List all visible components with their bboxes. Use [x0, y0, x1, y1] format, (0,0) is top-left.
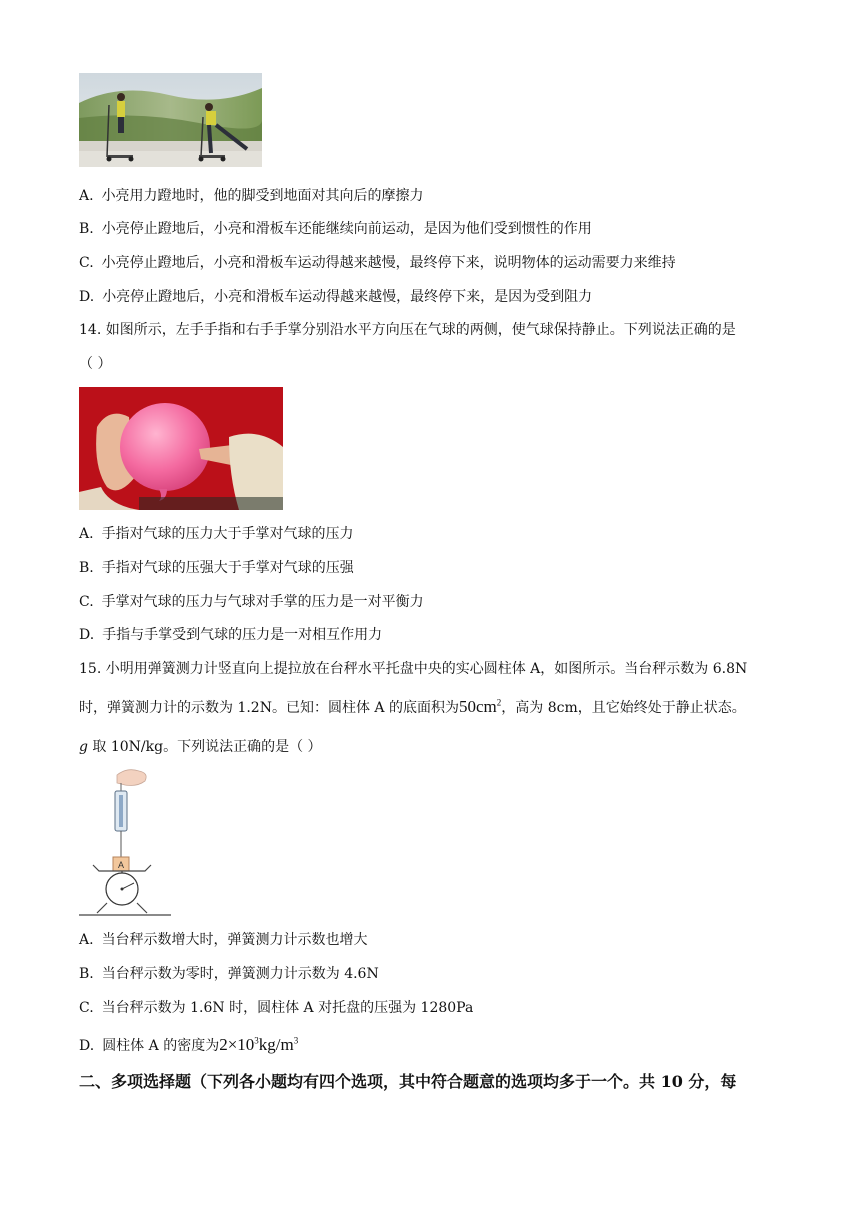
option-letter: A. — [79, 526, 94, 542]
q13-option-a — [79, 187, 424, 205]
q13-option-b — [79, 220, 592, 238]
q15-option-d — [79, 1036, 298, 1055]
option-text: 小亮停止蹬地后，小亮和滑板车运动得越来越慢，最终停下来，说明物体的运动需要力来维持 — [101, 255, 676, 271]
option-text: 当台秤示数为零时，弹簧测力计示数为 4.6N — [101, 966, 379, 982]
block-a-label: A — [117, 860, 125, 870]
option-letter: B. — [79, 221, 94, 237]
area-value: 50cm — [458, 697, 497, 716]
unit-exponent: 3 — [293, 1035, 299, 1046]
spring-scale-diagram — [79, 767, 174, 917]
option-text: 手指与手掌受到气球的压力是一对相互作用力 — [102, 627, 383, 643]
option-text: 手掌对气球的压力与气球对手掌的压力是一对平衡力 — [101, 594, 424, 610]
q13-option-d — [79, 288, 592, 306]
option-letter: D. — [79, 289, 95, 305]
q15-option-a — [79, 931, 368, 949]
density-unit: kg/m — [258, 1035, 294, 1054]
q14-option-b — [79, 559, 354, 577]
area-formula — [459, 697, 501, 716]
option-letter: A. — [79, 932, 94, 948]
option-text: 小亮用力蹬地时，他的脚受到地面对其向后的摩擦力 — [101, 188, 424, 204]
area-exponent: 2 — [496, 697, 502, 708]
q15-stem-text-b: ，高为 8cm，且它始终处于静止状态。 — [501, 700, 746, 716]
option-text: 当台秤示数增大时，弹簧测力计示数也增大 — [101, 932, 368, 948]
option-letter: C. — [79, 594, 94, 610]
option-text: 小亮停止蹬地后，小亮和滑板车运动得越来越慢，最终停下来，是因为受到阻力 — [102, 289, 593, 305]
q15-option-c — [79, 999, 473, 1017]
option-text: 手指对气球的压强大于手掌对气球的压强 — [101, 560, 354, 576]
option-text: 当台秤示数为 1.6N 时，圆柱体 A 对托盘的压强为 1280Pa — [101, 1000, 474, 1016]
q14-answer-bracket: （ ） — [79, 356, 112, 372]
option-letter: C. — [79, 1000, 94, 1016]
density-exponent: 3 — [254, 1035, 259, 1046]
option-text: 圆柱体 A 的密度为 — [102, 1038, 220, 1054]
option-letter: C. — [79, 255, 94, 271]
option-letter: A. — [79, 188, 94, 204]
option-letter: B. — [79, 966, 94, 982]
q15-stem-text-c: 取 10N/kg。下列说法正确的是（ ） — [87, 739, 322, 755]
section-2-heading: 二、多项选择题（下列各小题均有四个选项，其中符合题意的选项均多于一个。共 10 分，每 — [79, 1072, 737, 1091]
scooter-photo — [79, 73, 262, 167]
q13-option-c — [79, 254, 676, 272]
q14-option-d — [79, 626, 382, 644]
g-symbol: g — [79, 739, 88, 755]
density-mantissa: 2×10 — [219, 1035, 255, 1054]
q14-option-a — [79, 525, 354, 543]
option-letter: B. — [79, 560, 94, 576]
q15-stem-line2 — [79, 698, 746, 717]
q14-stem: 14. 如图所示，左手手指和右手手掌分别沿水平方向压在气球的两侧，使气球保持静止。下列说法正确的是 — [79, 322, 736, 338]
balloon-photo — [79, 387, 283, 510]
q15-stem-line1: 15. 小明用弹簧测力计竖直向上提拉放在台秤水平托盘中央的实心圆柱体 A，如图所示。当台秤示数为 6.8N — [79, 661, 748, 677]
q15-option-b — [79, 965, 379, 983]
q15-stem-text-a: 时，弹簧测力计的示数为 1.2N。已知：圆柱体 A 的底面积为 — [79, 700, 459, 716]
option-letter: D. — [79, 627, 95, 643]
q15-stem-line3 — [79, 738, 322, 756]
option-text: 手指对气球的压力大于手掌对气球的压力 — [101, 526, 354, 542]
density-formula — [219, 1035, 298, 1054]
option-letter: D. — [79, 1038, 95, 1054]
option-text: 小亮停止蹬地后，小亮和滑板车还能继续向前运动，是因为他们受到惯性的作用 — [101, 221, 592, 237]
q14-option-c — [79, 593, 424, 611]
